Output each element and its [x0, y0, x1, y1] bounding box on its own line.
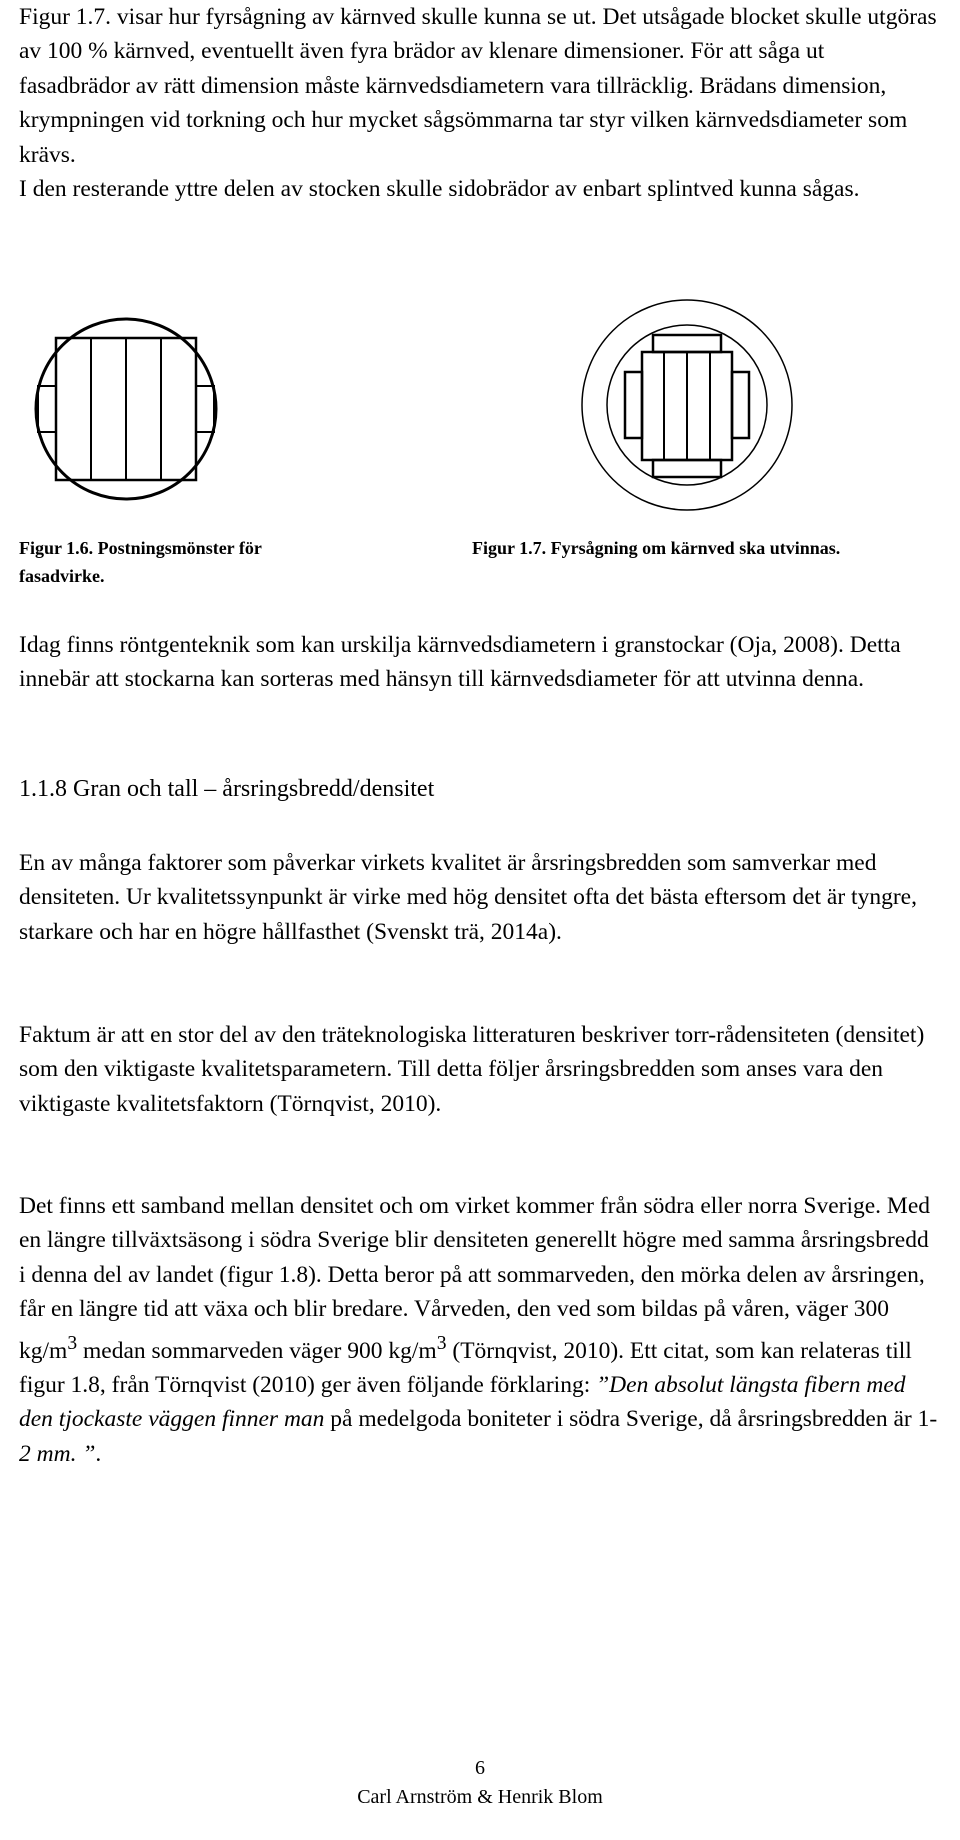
- board-top: [653, 335, 721, 352]
- side-board-right: [196, 386, 214, 432]
- paragraph-1: [19, 846, 939, 949]
- figure-1-7-diagram: [580, 298, 794, 512]
- board-left: [625, 372, 642, 438]
- page-number: 6: [475, 1757, 485, 1779]
- figure-1-6-diagram: [33, 316, 219, 502]
- quote-end: 2 mm. ”: [19, 1440, 96, 1467]
- paragraph-xray: [19, 628, 939, 697]
- paragraph-xray-text: Idag finns röntgenteknik som kan urskilja kärnvedsdiametern i granstockar (Oja, 2008). Detta innebär att stockarna kan sorteras med hänsyn till kärnvedsdiameter för att utvinna denna.: [19, 632, 901, 693]
- paragraph-1-text: En av många faktorer som påverkar virkets kvalitet är årsringsbredden som samverkar med densiteten. Ur kvalitetssynpunkt är virke med hög densitet ofta det bästa eftersom det är tyngre, starkare och har en högre hållfasthet (Svenskt trä, 2014a).: [19, 850, 917, 945]
- board-bottom: [653, 460, 721, 477]
- footer-authors: Carl Arnström & Henrik Blom: [357, 1786, 603, 1808]
- figure-1-6-caption: Figur 1.6. Postningsmönster för fasadvirke.: [19, 538, 262, 586]
- section-heading: 1.1.8 Gran och tall – årsringsbredd/densitet: [19, 776, 435, 802]
- intro-paragraph: [19, 0, 939, 206]
- paragraph-2-text: Faktum är att en stor del av den träteknologiska litteraturen beskriver torr-rådensiteten (densitet) som den viktigaste kvalitetsparametern. Till detta följer årsringsbredden som anses vara den viktigaste kvalitetsfaktorn (Törnqvist, 2010).: [19, 1022, 925, 1117]
- paragraph-2: [19, 1018, 939, 1121]
- paragraph-3-text: Det finns ett samband mellan densitet och om virket kommer från södra eller norra Sverige. Med en längre tillväxtsäsong i södra Sverige blir densiteten generellt högre med samma årsringsbredd i denna del av landet (figur 1.8). Detta beror på att sommarveden, den mörka delen av årsringen, får en längre tid att växa och blir bredare. Vårveden, den ved som bildas på våren, väger 300 $kg/m^3$ medan sommarveden väger 900 $kg/m^3$ (Törnqvist, 2010). Ett citat, som kan relateras till figur 1.8, från Törnqvist (2010) ger även följande förklaring: ”Den absolut längsta fibern med den tjockaste väggen finner man på medelgoda boniteter i södra Sverige, då årsringsbredden är 1-2 mm. ”.: [19, 1193, 938, 1467]
- quote-text: ”Den absolut längsta fibern med den tjockaste väggen finner man: [19, 1371, 906, 1433]
- paragraph-3: [19, 1189, 939, 1471]
- figure-1-7-caption: Figur 1.7. Fyrsågning om kärnved ska utvinnas.: [472, 538, 841, 558]
- intro-text: Figur 1.7. visar hur fyrsågning av kärnved skulle kunna se ut. Det utsågade blocket skulle utgöras av 100 % kärnved, eventuellt även fyra brädor av klenare dimensioner. För att såga ut fasadbrädor av rätt dimension måste kärnvedsdiametern vara tillräcklig. Brädans dimension, krympningen vid torkning och hur mycket sågsömmarna tar styr vilken kärnvedsdiameter som krävs.: [19, 4, 937, 168]
- board-right: [732, 372, 749, 438]
- side-board-left: [38, 386, 56, 432]
- intro-text-2: I den resterande yttre delen av stocken skulle sidobrädor av enbart splintved kunna sågas.: [19, 176, 860, 203]
